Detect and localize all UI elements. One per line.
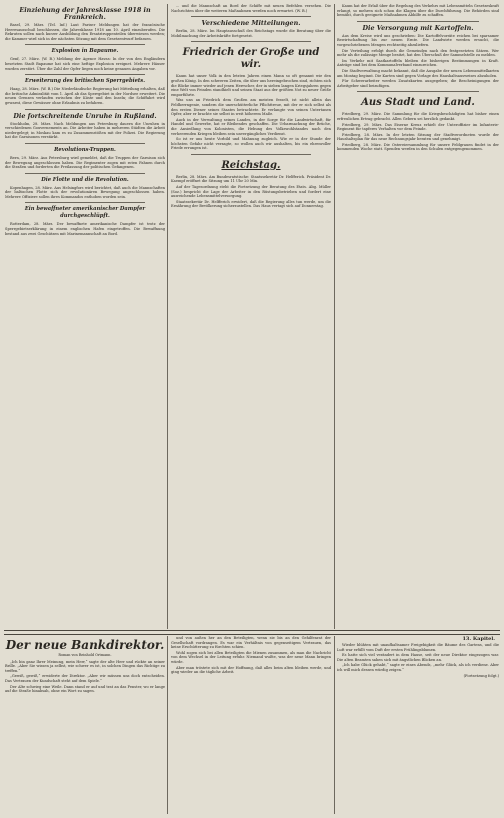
article-paragraph: Bern, 29. März. Aus Petersburg wird gemeldet, daß die Truppen der Garnison sich der Bewegung angeschlossen haben. Die Regimenter zogen mit roten Fahnen durch die Straßen und forderten die Freilassung der politischen Gefangenen. — [5, 155, 165, 170]
serial-paragraph: und von außen her an den Beteiligten, wenn sie bis an den Gehilfenrat der Gesellschaft vordrangen. Es war ein Verhältnis von gegenseitigem Vertrauen, das keine Erschütterung zu fürchten schien. — [171, 636, 331, 650]
article-paragraph: Auf der Tagesordnung steht die Fortsetzung der Beratung des Etats. Abg. Müller (Soz.) bespricht die Lage der Arbeiter in den Rüstungsbetrieben und fordert eine ausreichende Lebensmittelversorgung. — [171, 185, 331, 199]
article-paragraph: ... und die Mannschaft an Bord der Schiffe mit neuen Befehlen versehen. Die Nachrichten über die weiteren Maßnahmen werden noch erwartet. (W. B.) — [171, 4, 331, 13]
serial-paragraph: Der Alte schwieg eine Weile. Dann stand er auf und trat an das Fenster, wo er lange auf die Straße hinabsah, ohne ein Wort zu sagen. — [5, 684, 165, 694]
article-headline: Die Versorgung mit Kartoffeln. — [362, 23, 474, 32]
article-headline: Aus Stadt und Land. — [361, 97, 475, 109]
serial-paragraph: „Ich bin ganz Ihrer Meinung, mein Herr,“ sagte der alte Herr und rückte an seiner Brille. „Aber Sie wissen ja selbst, wie schwer es ist, in solchen Dingen das Richtige zu treffen.“ — [5, 659, 165, 673]
article-paragraph: Friedberg, 28. März. In der letzten Sitzung der Stadtverordneten wurde der Haushaltsplan für das neue Rechnungsjahr beraten und genehmigt. — [337, 132, 499, 142]
column-divider — [167, 636, 168, 814]
article-separator — [357, 91, 479, 92]
article-separator — [25, 109, 145, 110]
article-paragraph: Die Verteilung erfolgt durch die Gemeinden nach den festgesetzten Sätzen. Wer mehr als die zulässige Menge besitzt, hat den Überschuß der Sammelstelle zu melden. — [337, 48, 499, 58]
article-paragraph: Stockholm, 28. März. Nach Meldungen aus Petersburg dauern die Unruhen in verschiedenen Gouvernements an. Die Arbeiter haben in mehreren Städten die Arbeit niedergelegt; in Moskau kam es zu Zusammenstößen mit der Polizei. Die Regierung hat die Garnisonen verstärkt. — [5, 121, 165, 140]
article-separator — [191, 41, 311, 42]
serial-paragraph: Wieder blühten mit unaufhaltsamer Freigebigkeit die Bäume des Gartens, und die Luft war erfüllt vom Duft der ersten Frühlingsblumen. — [337, 643, 499, 652]
article-separator — [357, 21, 479, 22]
article-headline: Explosion in Bapaume. — [51, 48, 119, 55]
article-headline: Ein bewaffneter amerikanischer Dampfer durchgeschlüpft. — [24, 206, 146, 220]
article-paragraph: Berlin, 28. März. Am Bundesratstische: Staatssekretär Dr. Helfferich. Präsident Dr. Kaempf eröffnet die Sitzung um 11 Uhr 20 Min. — [171, 174, 331, 184]
article-paragraph: Rotterdam, 28. März. Der bewaffnete amerikanische Dampfer ist trotz der Sperrgebietserklärung in einem englischen Hafen eingetroffen. Die Bewaffnung bestand aus zwei Geschützen mit Marinemannschaft an Bord. — [5, 222, 165, 236]
article-paragraph: Staatssekretär Dr. Helfferich erwidert, daß die Regierung alles tun werde, um die Ernährung der Bevölkerung sicherzustellen. Das Haus vertagt sich auf Donnerstag. — [171, 199, 331, 209]
article-separator — [25, 143, 145, 144]
article-separator — [25, 173, 145, 174]
article-paragraph: Kopenhagen, 28. März. Aus Helsingfors wird berichtet, daß auch die Mannschaften der baltischen Flotte sich der revolutionären Bewegung angeschlossen haben. Mehrere Offiziere sollen ihres Kommandos enthoben worden sein. — [5, 185, 165, 199]
article-paragraph: Kaum hat der Erlaß über die Regelung des Verkehrs mit Lebensmitteln Gesetzeskraft erlangt, so mehren sich schon die Klagen über die Durchführung. Die Behörden sind bemüht, durch geeignete Maßnahmen Abhilfe zu schaffen. — [337, 4, 499, 18]
article-headline: Revolutions-Truppen. — [54, 146, 116, 153]
column-divider — [334, 4, 335, 629]
article-paragraph: Im Verkehr mit Saatkartoffeln bleiben die bisherigen Bestimmungen in Kraft. Anträge sind bei dem Kommunalverband einzureichen. — [337, 58, 499, 68]
article-separator — [191, 154, 311, 155]
article-headline: Die Flotte und die Revolution. — [41, 176, 129, 183]
article-separator — [191, 16, 311, 17]
article-headline: Friedrich der Große und wir. — [182, 47, 320, 71]
article-paragraph: Kaum hat unser Volk in den letzten Jahren einen Mann so oft genannt wie den großen König. In den schweren Zeiten, die über uns hereingebrochen sind, richten sich die Blicke immer wieder auf jenen Herrscher, der in sieben langen Kriegsjahren gegen eine Welt von Feinden standhielt und seinen Staat aus der größten Not zu neuer Größe emporführte. — [171, 74, 331, 97]
article-paragraph: Genf, 27. März. (W. B.) Meldung der Agence Havas: In der von den Engländern besetzten Stadt Bapaume hat sich eine heftige Explosion ereignet. Mehrere Häuser wurden zerstört. Über die Zahl der Opfer liegen noch keine genauen Angaben vor. — [5, 57, 165, 71]
article-headline: Die fortschreitende Unruhe in Rußland. — [13, 111, 157, 120]
article-paragraph: Auch in der Verwaltung seines Landes, in der Sorge für die Landwirtschaft, für Handel und Gewerbe, hat er Bleibendes geschaffen. Die Urbarmachung der Brüche, die Ansiedlung von Kolonisten, die Hebung des Volkswohlstandes nach den verheerenden Kriegen bleiben sein unvergängliches Verdienst. — [171, 117, 331, 136]
chapter-heading: 13. Kapitel. — [462, 636, 495, 642]
article-headline: Einziehung der Jahresklasse 1918 in Frankreich. — [19, 6, 151, 21]
serial-paragraph: „Ich habe Glück gehabt,“ sagte er eines Abends, „mehr Glück, als ich verdiene. Aber ich will mich dessen würdig zeigen.“ — [337, 663, 499, 672]
column-divider — [167, 4, 168, 629]
serial-paragraph: Aber man tröstete sich mit der Hoffnung, daß alles beim alten bleiben werde, und ging wieder an die tägliche Arbeit. — [171, 665, 331, 675]
article-headline: Reichstag. — [221, 159, 281, 171]
serial-title: Der neue Bankdirektor. — [5, 638, 165, 652]
article-separator — [25, 44, 145, 45]
serial-paragraph: Es hatte sich viel verändert in dem Hause, seit der neue Direktor eingezogen war. Die alten Beamten sahen sich mit ängstlichen Blicken an. — [337, 653, 499, 662]
article-headline: Erweiterung des britischen Sperrgebiets. — [25, 78, 145, 85]
article-headline: Verschiedene Mitteilungen. — [201, 19, 301, 28]
serial-paragraph: „Gewiß, gewiß,“ erwiderte der Direktor. „Aber wir müssen uns doch entscheiden. Das Vertrauen der Kundschaft steht auf dem Spiele.“ — [5, 674, 165, 683]
continuation-note: (Fortsetzung folgt.) — [463, 673, 499, 678]
article-paragraph: Aus dem Kreise wird uns geschrieben: Die Kartoffelvorräte reichen bei sparsamer Bewirtschaftung bis zur neuen Ernte. Die Landwirte werden ersucht, die vorgeschriebenen Mengen rechtzeitig abzuliefern. — [337, 33, 499, 47]
serial-novel-column — [5, 636, 165, 814]
article-paragraph: Friedberg, 29. März. Das Eiserne Kreuz erhielt der Unteroffizier im Infanterie-Regiment für tapferes Verhalten vor dem Feinde. — [337, 122, 499, 132]
feuilleton-rule — [4, 630, 500, 635]
serial-author: Roman von Reinhold Ortmann. — [58, 653, 112, 657]
article-paragraph: So ist er uns heute Vorbild und Mahnung zugleich. Wie er in der Stunde der höchsten Gefahr nicht verzagte, so wollen auch wir aushalten, bis ein ehrenvoller Friede errungen ist. — [171, 137, 331, 151]
article-separator — [25, 74, 145, 75]
serial-paragraph: Wohl zogen sich bei allen Beteiligten die Mienen zusammen, als man die Nachricht von dem Wechsel in der Leitung erfuhr. Niemand wußte, was der neue Mann bringen würde. — [171, 650, 331, 664]
column-divider — [334, 636, 335, 814]
article-paragraph: Friedberg, 29. März. Die Sammlung für die Kriegsbeschädigten hat bisher einen erfreulichen Ertrag gebracht. Allen Gebern sei herzlich gedankt. — [337, 112, 499, 121]
article-paragraph: Die Stadtverwaltung macht bekannt, daß die Ausgabe der neuen Lebensmittelkarten am Montag beginnt. Die Karten sind gegen Vorlage des Haushaltsausweises abzuholen. — [337, 68, 499, 78]
column-1 — [5, 4, 165, 629]
serial-right-column — [337, 636, 499, 814]
article-paragraph: Was uns an Friedrich dem Großen am meisten fesselt, ist nicht allein das Feldherrngenie, sondern die unerschütterliche Pflichttreue, mit der er sich selbst als den ersten Diener seines Staates betrachtete. Er verlangte von seinen Untertanen Opfer, aber er brachte sie selbst in weit höherem Maße. — [171, 98, 331, 117]
column-3 — [337, 4, 499, 629]
article-paragraph: Friedberg, 28. März. Die Ostereiersammlung für unsere Feldgrauen findet in der kommenden Woche statt. Spenden werden in den Schulen entgegengenommen. — [337, 142, 499, 152]
article-paragraph: Für Schwerarbeiter werden Zusatzkarten ausgegeben; die Bescheinigungen der Arbeitgeber sind beizufügen. — [337, 79, 499, 88]
serial-middle-column — [171, 636, 331, 814]
column-2 — [171, 4, 331, 629]
article-paragraph: Berlin, 28. März. Im Hauptausschuß des Reichstags wurde die Beratung über die Mobilmachung der Arbeitskräfte fortgesetzt. — [171, 29, 331, 38]
article-separator — [25, 202, 145, 203]
article-paragraph: Basel, 29. März. (Tel. Inf.) Laut Pariser Meldungen hat der französische Heeresausschuß beschlossen, die Jahresklasse 1918 am 10. April einzuberufen. Die Rekruten sollen nach kurzer Ausbildung den Ersatztruppenteilen überwiesen werden; die Kammer wird sich in der nächsten Sitzung mit dem Gesetzentwurf befassen. — [5, 23, 165, 41]
article-paragraph: Haag, 28. März. (W. B.) Die Niederländische Regierung hat Mitteilung erhalten, daß die britische Admiralität vom 1. April ab das Sperrgebiet in der Nordsee erweitert. Die neuen Grenzen verlaufen zwischen der Küste und den Inseln; die Schiffahrt wird gewarnt, diese Gewässer ohne Erlaubnis zu befahren. — [5, 87, 165, 105]
